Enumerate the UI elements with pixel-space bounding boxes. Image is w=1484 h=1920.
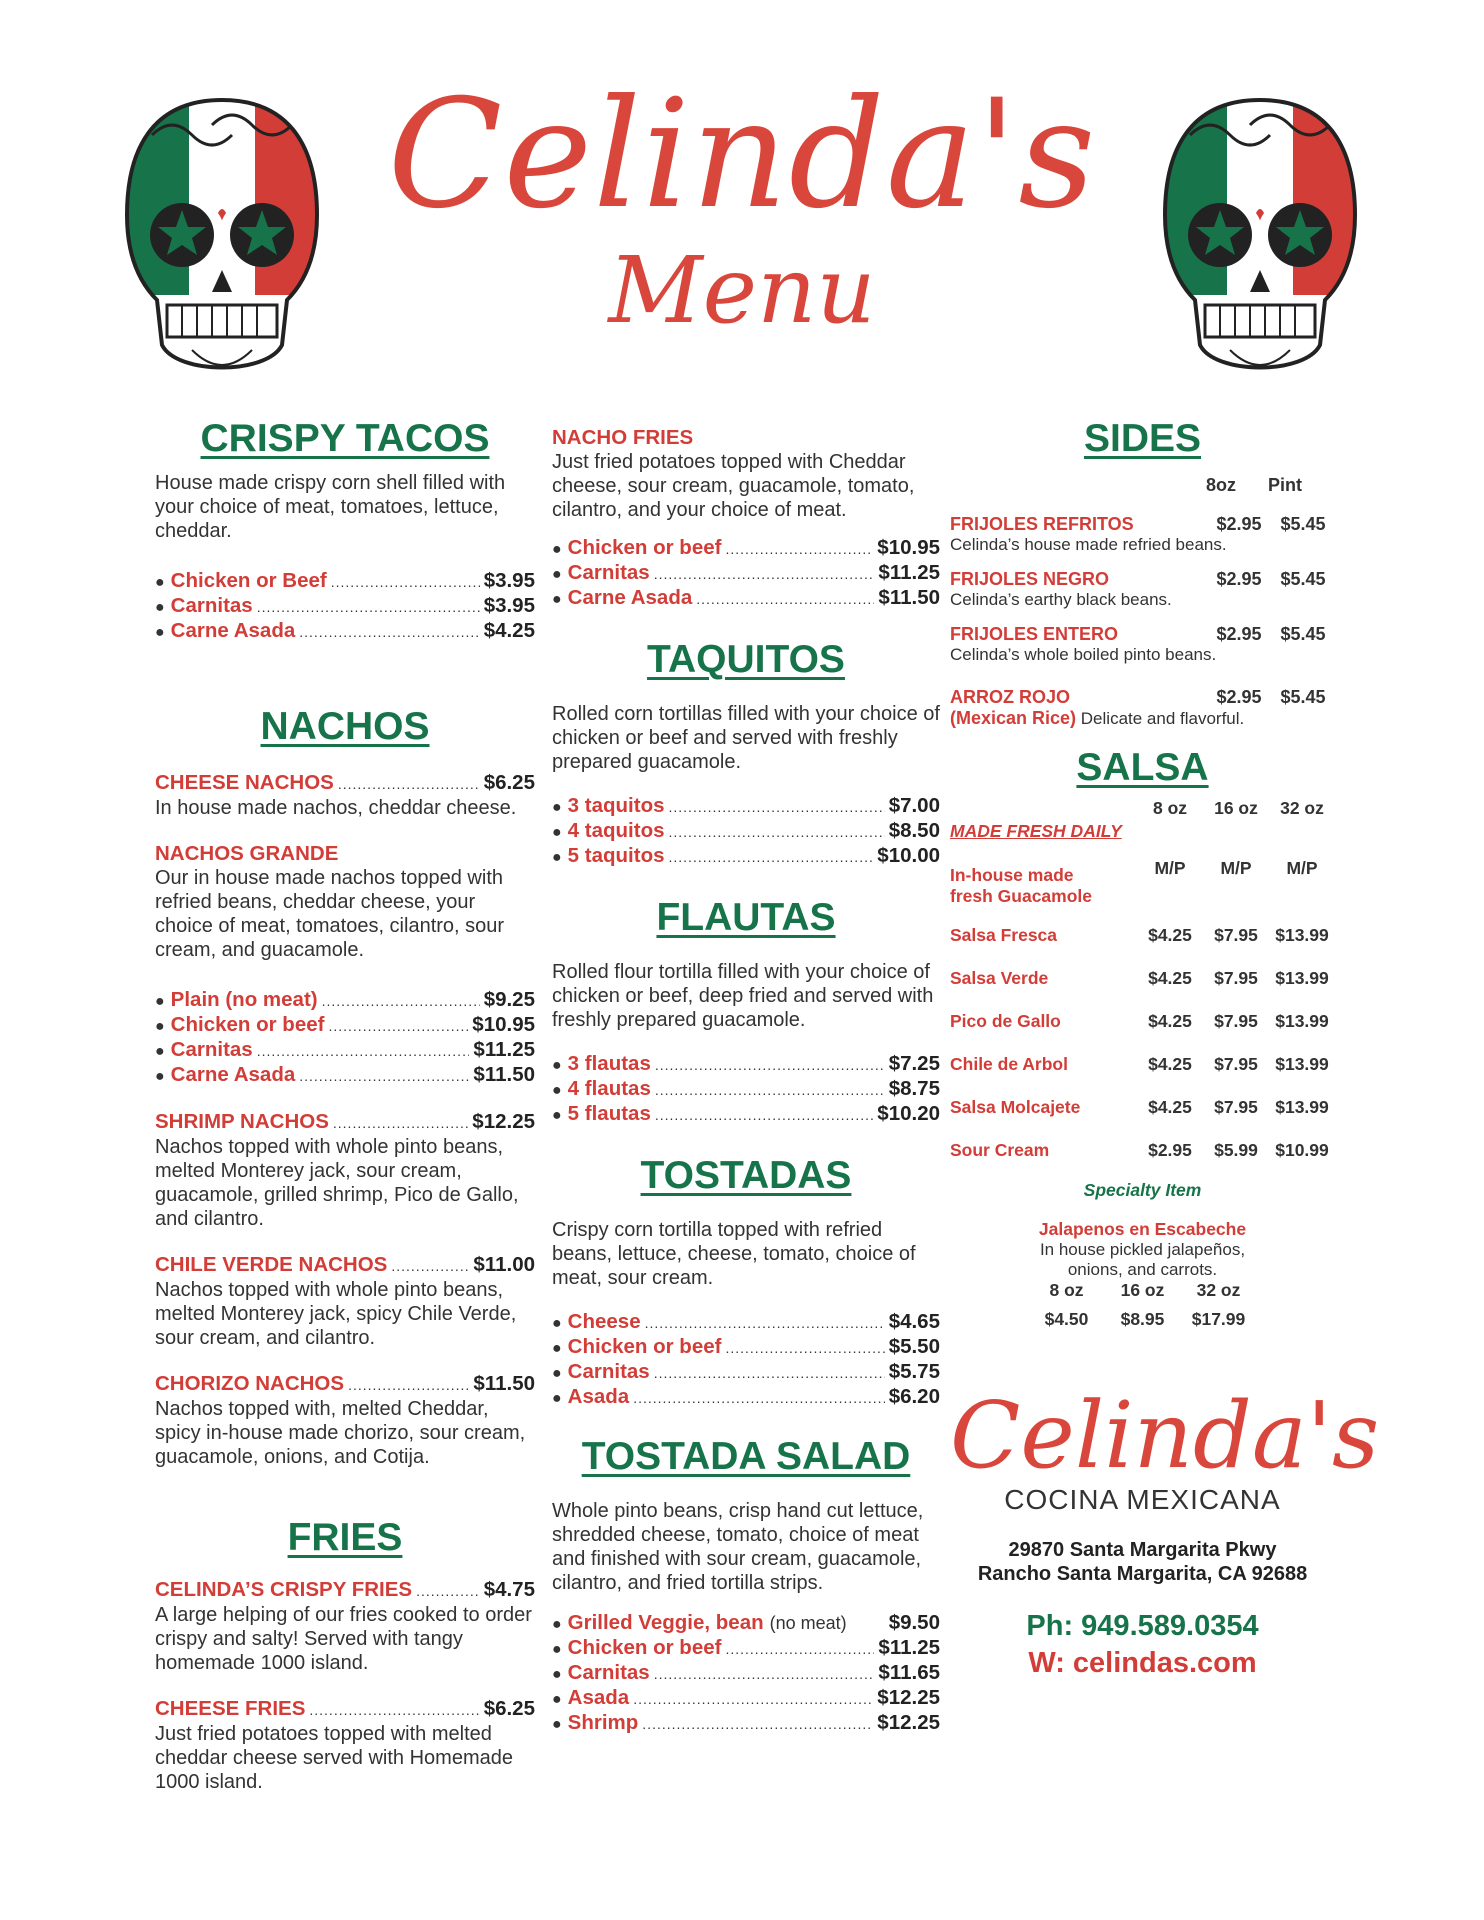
specialty-desc-1: In house pickled jalapeños, bbox=[1039, 1239, 1246, 1259]
section-title-taquitos: TAQUITOS bbox=[647, 638, 845, 681]
cheese-fries-desc: Just fried potatoes topped with melted cheddar cheese served with Homemade 1000 island. bbox=[155, 1722, 513, 1793]
list-item: ● Carnitas ..... $11.25 bbox=[552, 561, 940, 586]
section-title-tostadas: TOSTADAS bbox=[640, 1153, 852, 1197]
specialty-sizes: 8 oz 16 oz 32 oz bbox=[1049, 1279, 1241, 1300]
side-frijoles-refritos: FRIJOLES REFRITOS $2.95 $5.45 Celinda’s house made refried beans. bbox=[950, 513, 1326, 554]
brand-title: Celinda's bbox=[387, 68, 1097, 242]
salsa-row: Chile de Arbol $4.25 $7.95 $13.99 bbox=[950, 1053, 1329, 1074]
salsa-row: Salsa Fresca $4.25 $7.95 $13.99 bbox=[950, 924, 1329, 945]
list-item: ● Carnitas ..... $11.65 bbox=[552, 1661, 940, 1686]
cheese-fries-line: CHEESE FRIES ..... $6.25 bbox=[155, 1697, 535, 1722]
salsa-header: 8 oz 16 oz 32 oz bbox=[1152, 797, 1324, 818]
section-title-sides: SIDES bbox=[1083, 417, 1202, 460]
section-title-fries: FRIES bbox=[287, 1515, 403, 1559]
salsa-row-guacamole: In-house made fresh Guacamole M/P M/P M/P bbox=[950, 857, 1318, 906]
list-item: ● Carne Asada ..... $11.50 bbox=[552, 586, 940, 611]
nachos-grande-title: NACHOS GRANDE bbox=[155, 841, 339, 865]
salsa-row: Pico de Gallo $4.25 $7.95 $13.99 bbox=[950, 1010, 1329, 1031]
list-item: ● Carnitas ..... $3.95 bbox=[155, 594, 535, 619]
tostadas-desc: Crispy corn tortilla topped with refried beans, lettuce, cheese, tomato, choice of meat, sour cream. bbox=[552, 1218, 916, 1289]
tostada-salad-desc: Whole pinto beans, crisp hand cut lettuce, shredded cheese, tomato, choice of meat and finished with sour cream, guacamole, cilantro, and fried tortilla strips. bbox=[552, 1499, 924, 1594]
chile-verde-nachos-line: CHILE VERDE NACHOS ..... $11.00 bbox=[155, 1253, 535, 1278]
specialty-prices: $4.50 $8.95 $17.99 bbox=[1044, 1308, 1246, 1329]
list-item: ● Chicken or beef ..... $10.95 bbox=[552, 536, 940, 561]
footer-tagline: COCINA MEXICANA bbox=[1004, 1483, 1281, 1515]
made-fresh-daily: MADE FRESH DAILY bbox=[950, 820, 1122, 841]
section-title-salsa: SALSA bbox=[1076, 745, 1209, 789]
column-middle bbox=[552, 418, 940, 1736]
section-title-crispy-tacos: CRISPY TACOS bbox=[200, 417, 490, 460]
salsa-row: Salsa Verde $4.25 $7.95 $13.99 bbox=[950, 967, 1329, 988]
list-item: ● 4 taquitos ..... $8.50 bbox=[552, 819, 940, 844]
chile-verde-nachos-desc: Nachos topped with whole pinto beans, melted Monterey jack, spicy Chile Verde, sour cream, and cilantro. bbox=[155, 1278, 517, 1349]
list-item: ● Chicken or beef ..... $5.50 bbox=[552, 1335, 940, 1360]
list-item: ● 5 taquitos ..... $10.00 bbox=[552, 844, 940, 869]
list-item: ● Chicken or beef ..... $11.25 bbox=[552, 1636, 940, 1661]
list-item: ● Carnitas ..... $11.25 bbox=[155, 1038, 535, 1063]
list-item: ● Shrimp ..... $12.25 bbox=[552, 1711, 940, 1736]
nacho-fries-list bbox=[552, 536, 940, 611]
specialty-name: Jalapenos en Escabeche bbox=[1038, 1218, 1247, 1239]
address-line-1: 29870 Santa Margarita Pkwy bbox=[1008, 1538, 1277, 1561]
column-left bbox=[155, 418, 535, 1794]
crispy-fries-desc: A large helping of our fries cooked to order crispy and salty! Served with tangy homemade 1000 island. bbox=[155, 1603, 532, 1674]
nacho-fries-title: NACHO FRIES bbox=[552, 426, 694, 449]
list-item: ● 3 taquitos ..... $7.00 bbox=[552, 794, 940, 819]
crispy-tacos-list bbox=[155, 569, 535, 644]
salsa-row: Salsa Molcajete $4.25 $7.95 $13.99 bbox=[950, 1096, 1329, 1117]
list-item: ● Cheese ..... $4.65 bbox=[552, 1310, 940, 1335]
chorizo-nachos-line: CHORIZO NACHOS ..... $11.50 bbox=[155, 1372, 535, 1397]
crispy-tacos-desc: House made crispy corn shell filled with your choice of meat, tomatoes, lettuce, cheddar. bbox=[155, 471, 506, 542]
salsa-row: Sour Cream $2.95 $5.99 $10.99 bbox=[950, 1139, 1329, 1160]
crispy-fries-line: CELINDA’S CRISPY FRIES ..... $4.75 bbox=[155, 1578, 535, 1603]
tostadas-list bbox=[552, 1310, 940, 1410]
section-title-tostada-salad: TOSTADA SALAD bbox=[581, 1434, 911, 1478]
side-frijoles-negro: FRIJOLES NEGRO $2.95 $5.45 Celinda’s earthy black beans. bbox=[950, 568, 1326, 609]
list-item: ● 4 flautas ..... $8.75 bbox=[552, 1077, 940, 1102]
side-frijoles-entero: FRIJOLES ENTERO $2.95 $5.45 Celinda’s whole boiled pinto beans. bbox=[950, 623, 1326, 664]
cheese-nachos-desc: In house made nachos, cheddar cheese. bbox=[155, 796, 517, 819]
section-title-nachos: NACHOS bbox=[260, 704, 430, 748]
sides-header: 8oz Pint bbox=[1205, 474, 1302, 495]
cheese-nachos-line: CHEESE NACHOS ..... $6.25 bbox=[155, 771, 535, 796]
list-item: ● Carnitas ..... $5.75 bbox=[552, 1360, 940, 1385]
specialty-label: Specialty Item bbox=[1083, 1179, 1202, 1200]
side-arroz-rojo: ARROZ ROJO $2.95 $5.45 (Mexican Rice) Delicate and flavorful. bbox=[950, 686, 1326, 728]
nachos-grande-desc: Our in house made nachos topped with refried beans, cheddar cheese, your choice of meat, tomatoes, cilantro, sour cream, and guacamole. bbox=[155, 866, 505, 961]
address-line-2: Rancho Santa Margarita, CA 92688 bbox=[977, 1562, 1308, 1585]
shrimp-nachos-line: SHRIMP NACHOS ..... $12.25 bbox=[155, 1110, 535, 1135]
sugar-skull-left-icon bbox=[122, 95, 322, 385]
taquitos-list bbox=[552, 794, 940, 869]
flautas-list bbox=[552, 1052, 940, 1127]
menu-subtitle: Menu bbox=[608, 237, 876, 344]
sugar-skull-right-icon bbox=[1160, 95, 1360, 385]
phone-number[interactable]: Ph: 949.589.0354 bbox=[1026, 1609, 1259, 1642]
list-item: ● Asada ..... $6.20 bbox=[552, 1385, 940, 1410]
shrimp-nachos-desc: Nachos topped with whole pinto beans, melted Monterey jack, sour cream, guacamole, grilled shrimp, Pico de Gallo, and cilantro. bbox=[155, 1135, 519, 1230]
column-right bbox=[950, 417, 1380, 1680]
chorizo-nachos-desc: Nachos topped with, melted Cheddar, spicy in-house made chorizo, sour cream, guacamole, onions, and Cotija. bbox=[155, 1397, 526, 1468]
flautas-desc: Rolled flour tortilla filled with your choice of chicken or beef, deep fried and served with freshly prepared guacamole. bbox=[552, 960, 934, 1031]
website-link[interactable]: W: celindas.com bbox=[1028, 1646, 1257, 1679]
footer-brand-logo: Celinda's bbox=[950, 1381, 1380, 1489]
taquitos-desc: Rolled corn tortillas filled with your choice of chicken or beef and served with freshly prepared guacamole. bbox=[552, 702, 940, 773]
tostada-salad-list bbox=[552, 1611, 940, 1736]
specialty-desc-2: onions, and carrots. bbox=[1067, 1259, 1218, 1279]
list-item: ● Grilled Veggie, bean (no meat) $9.50 bbox=[552, 1610, 940, 1634]
list-item: ● Plain (no meat) ..... $9.25 bbox=[155, 988, 535, 1013]
list-item: ● Asada ..... $12.25 bbox=[552, 1686, 940, 1711]
list-item: ● Carne Asada ..... $11.50 bbox=[155, 1063, 535, 1088]
list-item: ● 5 flautas ..... $10.20 bbox=[552, 1102, 940, 1127]
list-item: ● Carne Asada ..... $4.25 bbox=[155, 619, 535, 644]
nachos-grande-list bbox=[155, 988, 535, 1088]
section-title-flautas: FLAUTAS bbox=[656, 895, 836, 939]
nacho-fries-desc: Just fried potatoes topped with Cheddar cheese, sour cream, guacamole, tomato, cilantro, and your choice of meat. bbox=[552, 451, 915, 521]
list-item: ● Chicken or beef ..... $10.95 bbox=[155, 1013, 535, 1038]
list-item: ● Chicken or Beef ..... $3.95 bbox=[155, 569, 535, 594]
list-item: ● 3 flautas ..... $7.25 bbox=[552, 1052, 940, 1077]
